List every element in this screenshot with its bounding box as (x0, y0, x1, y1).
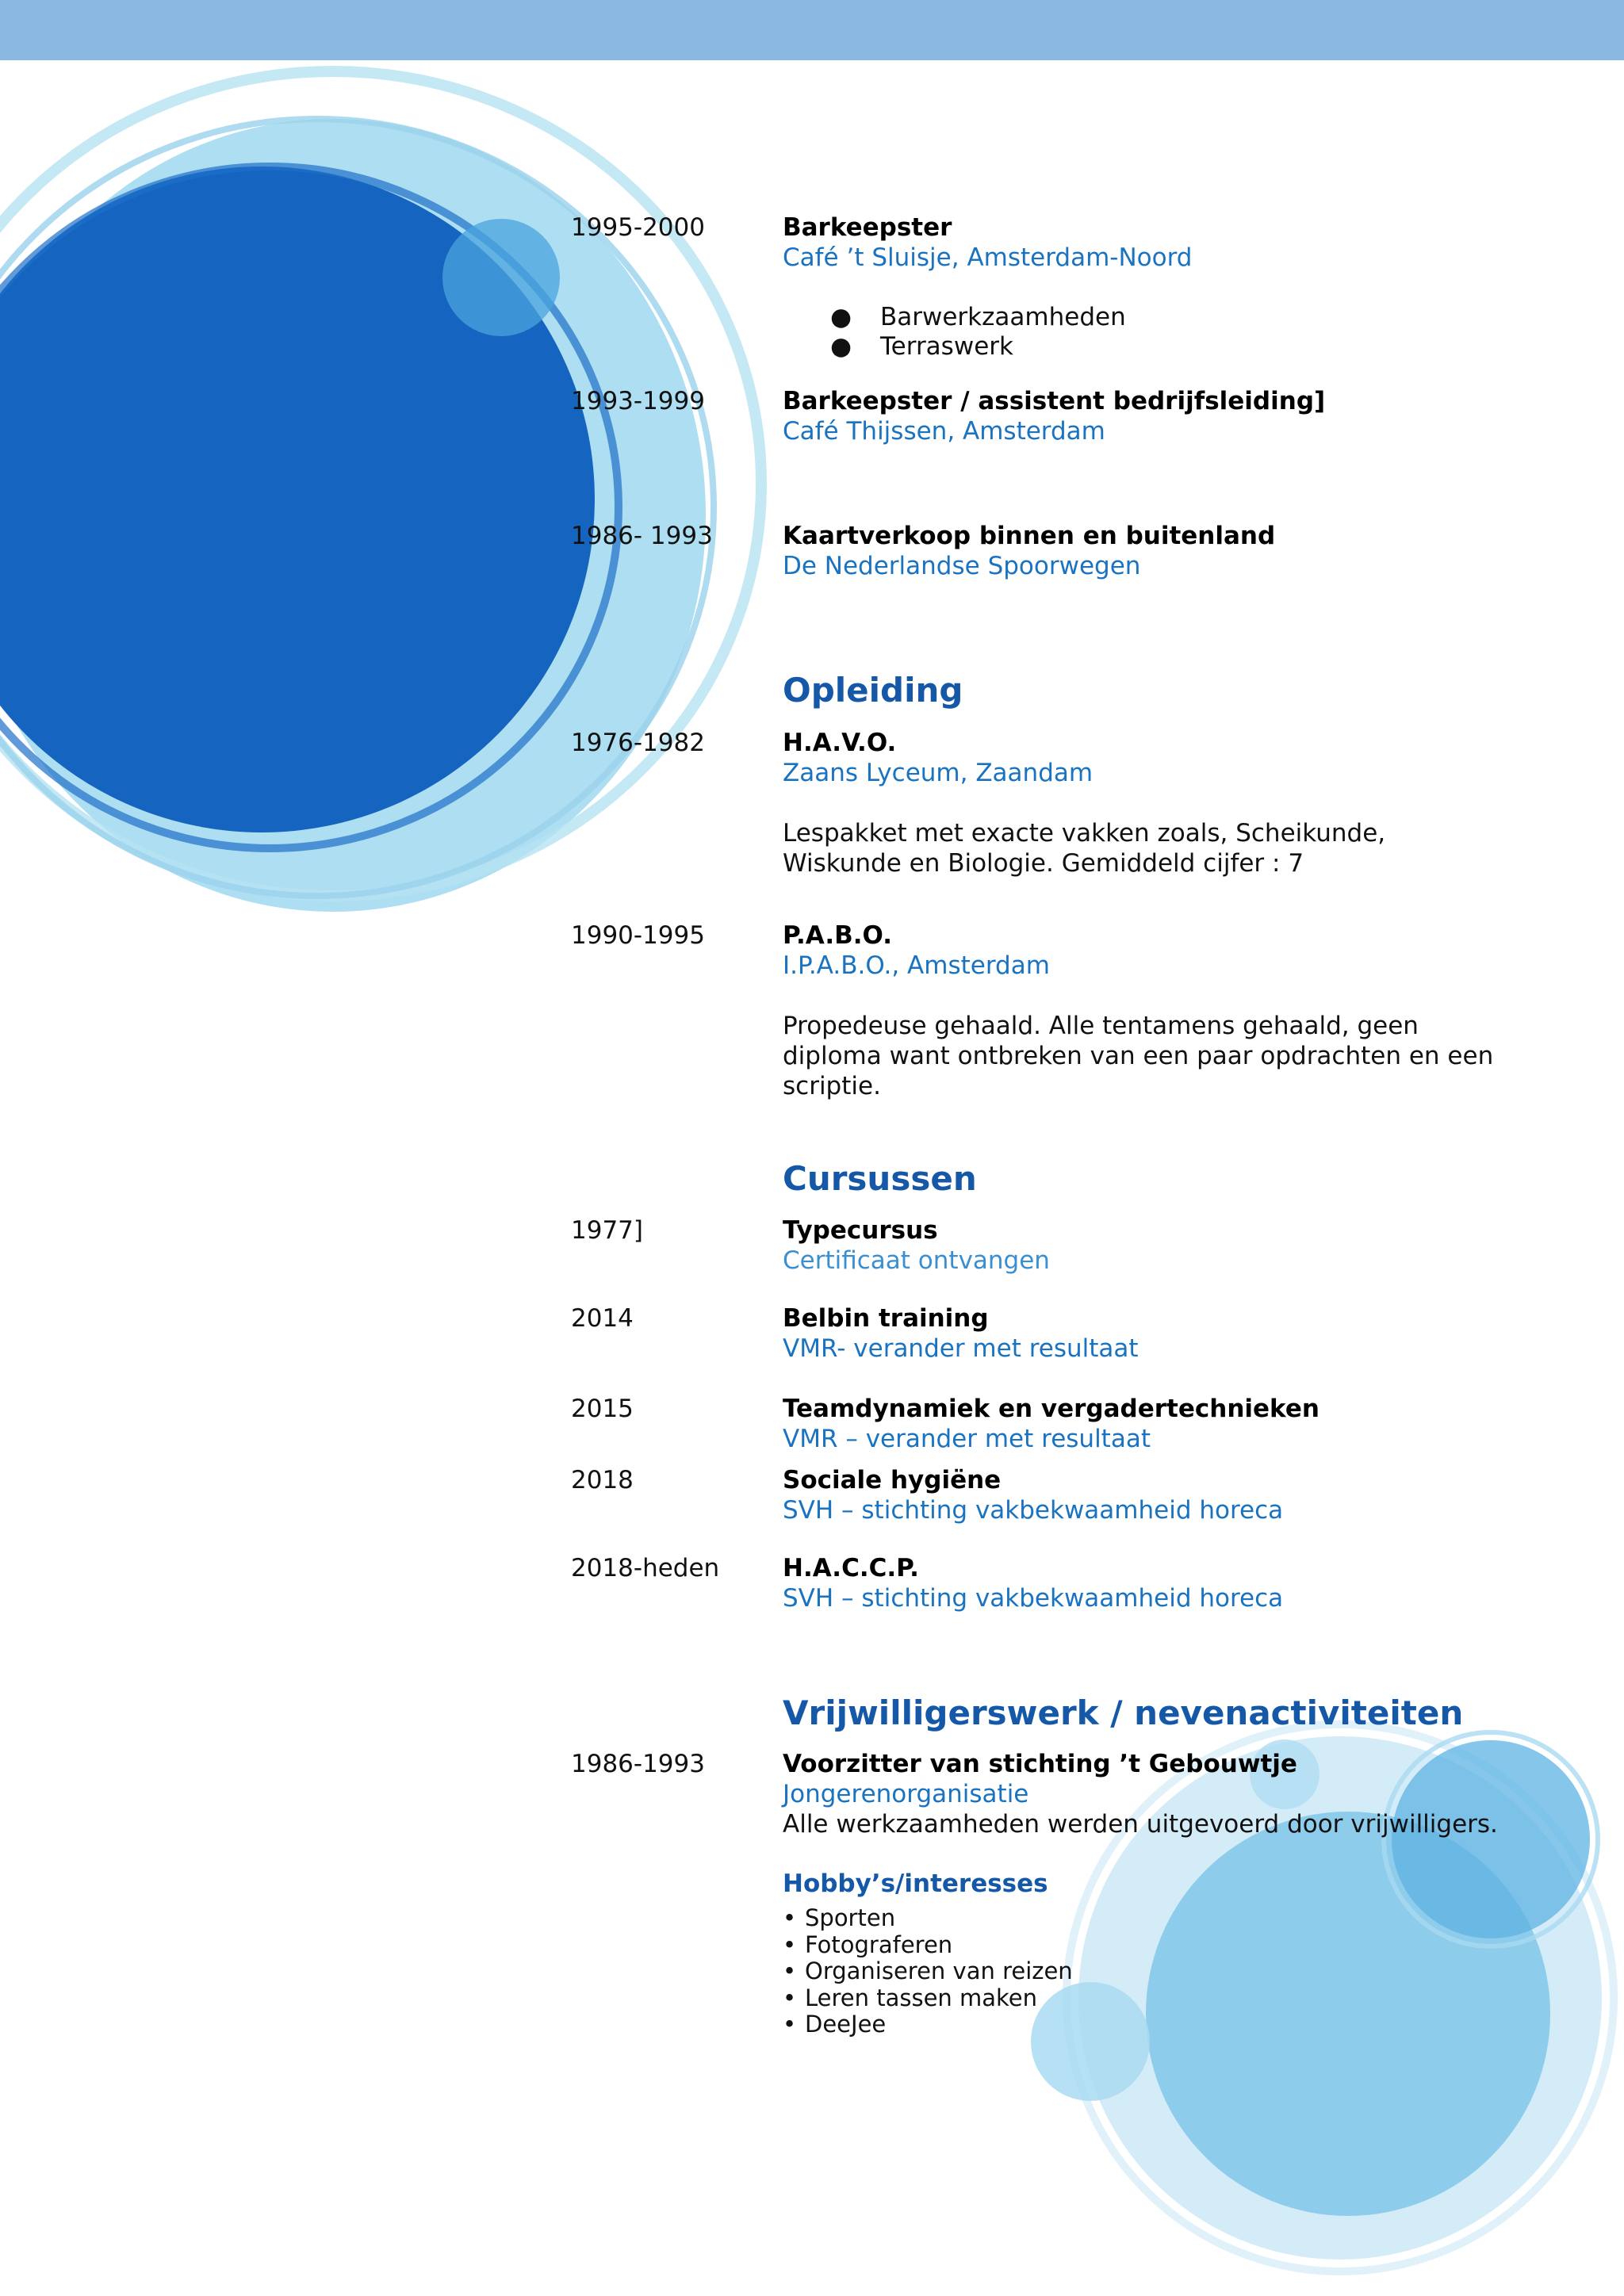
left-circle-graphic (0, 71, 761, 912)
entry-date: 1986-1993 (571, 1750, 705, 1778)
entry-date: 1976-1982 (571, 729, 705, 757)
list-item (783, 303, 1576, 332)
entry-date: 2018-heden (571, 1554, 720, 1582)
list-item (783, 332, 1576, 362)
list-item-text: DeeJee (805, 2011, 887, 2038)
entry-title: Typecursus (783, 1216, 938, 1245)
entry-title: Belbin training (783, 1304, 989, 1333)
entry-date: 2014 (571, 1304, 634, 1333)
entry-date: 1993-1999 (571, 387, 705, 415)
list-item (783, 1958, 1073, 1985)
bullet-icon: ● (830, 332, 852, 361)
entry-organization: I.P.A.B.O., Amsterdam (783, 951, 1050, 980)
entry-organization: Café ’t Sluisje, Amsterdam-Noord (783, 243, 1193, 272)
entry-organization: Jongerenorganisatie (783, 1780, 1029, 1808)
bullet-icon: • (783, 1957, 797, 1984)
description-line: Wiskunde en Biologie. Gemiddeld cijfer : 7 (783, 849, 1304, 878)
entry-title: Voorzitter van stichting ’t Gebouwtje (783, 1750, 1297, 1778)
entry-organization: VMR – verander met resultaat (783, 1425, 1151, 1453)
list-item-text: Terraswerk (880, 332, 1013, 361)
entry-organization: De Nederlandse Spoorwegen (783, 552, 1141, 580)
description-line: Propedeuse gehaald. Alle tentamens gehaald, geen (783, 1012, 1419, 1040)
bullet-icon: • (783, 1984, 797, 2011)
entry-title: Kaartverkoop binnen en buitenland (783, 522, 1276, 550)
entry-title: H.A.V.O. (783, 729, 897, 757)
entry-organization: Certificaat ontvangen (783, 1246, 1050, 1275)
bullet-icon: • (783, 1931, 797, 1958)
hobbies-heading: Hobby’s/interesses (783, 1869, 1048, 1898)
entry-organization: VMR- verander met resultaat (783, 1334, 1139, 1363)
entry-title: Barkeepster (783, 213, 952, 242)
list-item (783, 2011, 1073, 2038)
description-line: Lespakket met exacte vakken zoals, Scheikunde, (783, 819, 1386, 848)
entry-organization: Café Thijssen, Amsterdam (783, 417, 1105, 446)
bullet-icon: • (783, 1904, 797, 1931)
entry-organization: SVH – stichting vakbekwaamheid horeca (783, 1496, 1284, 1525)
list-item-text: Leren tassen maken (805, 1984, 1038, 2011)
entry-description (783, 1011, 1576, 1101)
entry-date: 2018 (571, 1466, 634, 1494)
section-heading-volunteer: Vrijwilligerswerk / nevenactiviteiten (783, 1693, 1464, 1732)
entry-title: Teamdynamiek en vergadertechnieken (783, 1395, 1320, 1423)
description-line: scriptie. (783, 1072, 881, 1100)
list-item-text: Fotograferen (805, 1931, 953, 1958)
entry-date: 1995-2000 (571, 213, 705, 242)
entry-date: 1986- 1993 (571, 522, 713, 550)
entry-date: 1977] (571, 1216, 643, 1245)
list-item-text: Organiseren van reizen (805, 1957, 1073, 1984)
entry-title: Sociale hygiëne (783, 1466, 1002, 1494)
hobbies-list (783, 1905, 1073, 2038)
list-item (783, 1985, 1073, 2012)
list-item (783, 1932, 1073, 1959)
list-item-text: Barwerkzaamheden (880, 303, 1126, 331)
entry-title: H.A.C.C.P. (783, 1554, 919, 1582)
entry-date: 1990-1995 (571, 921, 705, 950)
entry-description (783, 818, 1576, 878)
section-heading-education: Opleiding (783, 671, 963, 710)
bullet-icon: • (783, 2011, 797, 2038)
entry-title: Barkeepster / assistent bedrijfsleiding] (783, 387, 1326, 415)
entry-description: Alle werkzaamheden werden uitgevoerd door vrijwilligers. (783, 1810, 1498, 1839)
entry-date: 2015 (571, 1395, 634, 1423)
entry-organization: SVH – stichting vakbekwaamheid horeca (783, 1584, 1284, 1613)
list-item (783, 1905, 1073, 1932)
task-list (783, 303, 1576, 362)
list-item-text: Sporten (805, 1904, 896, 1931)
section-heading-courses: Cursussen (783, 1159, 977, 1198)
entry-title: P.A.B.O. (783, 921, 893, 950)
bullet-icon: ● (830, 303, 852, 331)
entry-organization: Zaans Lyceum, Zaandam (783, 759, 1094, 787)
description-line: diploma want ontbreken van een paar opdrachten en een (783, 1042, 1494, 1070)
